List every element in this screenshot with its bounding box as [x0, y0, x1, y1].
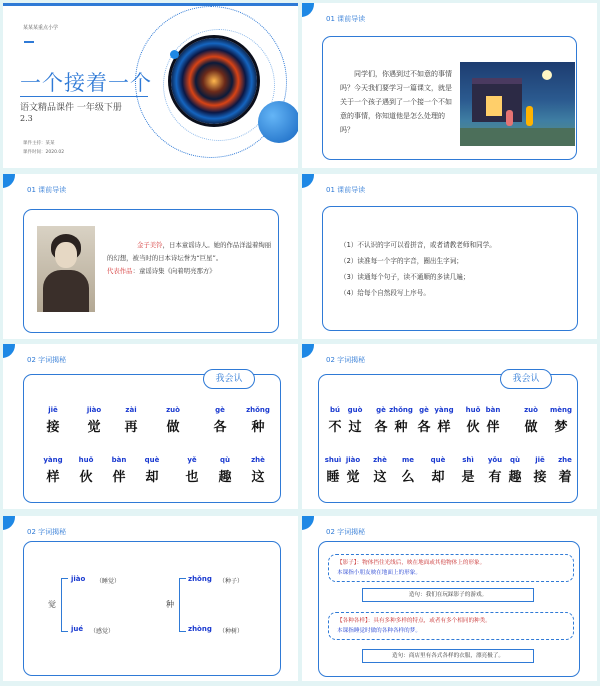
pinyin-label: què	[144, 456, 160, 464]
pinyin-label: gè	[215, 406, 225, 414]
works-label: 代表作品	[107, 267, 133, 275]
header-circle	[3, 516, 15, 530]
story-illustration	[460, 62, 575, 146]
header-circle	[302, 344, 314, 358]
child-figure	[506, 110, 513, 126]
character: 趣	[508, 470, 522, 485]
slide-header	[3, 344, 298, 378]
character: 也	[185, 470, 199, 485]
section-label: 01 课前导读	[326, 15, 366, 23]
character: 做	[166, 420, 180, 435]
definition-line: 【各种各样】：具有多种多样的特点，或者有多个相同的种类。	[337, 618, 491, 624]
pinyin-label: bàn	[485, 406, 501, 414]
slide-characters-b[interactable]	[302, 344, 597, 509]
title-underline	[20, 96, 148, 97]
ground	[460, 128, 575, 146]
lesson-number: 2.3	[20, 114, 33, 123]
task-list	[340, 237, 570, 301]
pinyin-label: què	[430, 456, 446, 464]
pinyin-label: qù	[510, 456, 520, 464]
author-name: 金子美铃	[137, 241, 163, 249]
blue-ball-small	[170, 50, 179, 59]
intro-story-text: 同学们，你遇到过不如意的事情吗？今天我们要学习一篇课文，就是关于一个孩子遇到了一个接一个不如意的事情，你知道他是怎么处理的吗？	[340, 70, 452, 134]
slide-intro-story[interactable]	[302, 3, 597, 168]
pinyin-label: shì	[462, 456, 474, 464]
slide-intro-tasks[interactable]	[302, 174, 597, 339]
character: 趣	[218, 470, 232, 485]
pinyin-label: zài	[125, 406, 137, 414]
pinyin-label: shuì	[324, 456, 342, 464]
header-circle	[3, 174, 15, 188]
slide-characters-a[interactable]	[3, 344, 298, 509]
pinyin-label: guò	[347, 406, 363, 414]
pinyin-label: zhè	[373, 456, 387, 464]
pinyin-label: bú	[330, 406, 340, 414]
definition-line: 【影子】：物体挡住光线后，映在地面或其他物体上的形象。	[337, 560, 486, 566]
i-can-read-cloud: 我会认	[203, 369, 255, 389]
title-top-line	[3, 3, 298, 6]
pinyin-label: zhǒng	[246, 406, 270, 414]
bracket-left	[61, 578, 68, 632]
page-title: 一个接着一个	[20, 71, 152, 95]
i-can-read-cloud: 我会认	[500, 369, 552, 389]
author-bio	[107, 239, 277, 278]
pinyin-zhong4: zhòng	[188, 625, 212, 633]
pinyin-label: huǒ	[78, 456, 94, 464]
character: 却	[431, 470, 445, 485]
pinyin-label: huǒ	[465, 406, 481, 414]
character: 伙	[79, 470, 93, 485]
definition-line: 本课指小朋友映在地面上的形象。	[337, 570, 421, 576]
school-name: 某某某重点小学	[23, 25, 59, 31]
character: 再	[124, 420, 138, 435]
pinyin-label: qù	[220, 456, 230, 464]
author-description: ，日本童谣诗人。她的作品洋溢着绚丽的幻想，被当时的日本诗坛誉为“巨星”。	[107, 241, 272, 262]
pinyin-label: zuò	[166, 406, 180, 414]
character: 种	[251, 420, 265, 435]
example-sentence-tag: 造句：商店里有各式各样的衣服，漂亮极了。	[362, 649, 534, 663]
pinyin-jue: jué	[71, 625, 84, 633]
pinyin-label: zhǒng	[389, 406, 413, 414]
pinyin-label: jiē	[535, 456, 545, 464]
author-portrait	[37, 226, 95, 312]
character: 种	[394, 420, 408, 435]
task-item: （1）不认识的字可以看拼音，或者请教老师和同学。	[340, 241, 496, 249]
word-zhongshu: （种树）	[219, 628, 244, 635]
character: 各	[417, 420, 431, 435]
blue-ball-large	[258, 101, 298, 143]
pinyin-label: zuò	[524, 406, 538, 414]
pinyin-label: yǒu	[487, 456, 503, 464]
bracket-right	[179, 578, 186, 632]
header-circle	[3, 344, 15, 358]
character: 是	[461, 470, 475, 485]
section-label: 01 课前导读	[27, 186, 67, 194]
definition-line: 本课指睡觉时做的各种各样的梦。	[337, 628, 421, 634]
rose-window-image	[171, 38, 257, 124]
character: 各	[374, 420, 388, 435]
pinyin-jiao: jiào	[71, 575, 86, 583]
pinyin-label: mèng	[549, 406, 573, 414]
character: 样	[437, 420, 451, 435]
section-label: 01 课前导读	[326, 186, 366, 194]
character: 各	[213, 420, 227, 435]
pinyin-label: gè	[376, 406, 386, 414]
date-info: 课件时间：2020.02	[23, 150, 65, 155]
slide-word-meaning[interactable]	[302, 516, 597, 681]
character: 觉	[87, 420, 101, 435]
pinyin-zhong3: zhǒng	[188, 575, 212, 583]
pinyin-label: yě	[187, 456, 197, 464]
character: 这	[251, 470, 265, 485]
pinyin-label: jiào	[345, 456, 361, 464]
pinyin-label: zhe	[558, 456, 572, 464]
task-item: （2）读准每一个字的字音，圈出生字词；	[340, 257, 463, 265]
character: 有	[488, 470, 502, 485]
task-item: （4）给每个自然段写上序号。	[340, 289, 430, 297]
character: 不	[328, 420, 342, 435]
girl-figure	[526, 106, 533, 126]
slide-header	[302, 344, 597, 378]
polyphone-char-right: 种	[166, 600, 174, 609]
character: 伴	[112, 470, 126, 485]
title-dash	[24, 41, 34, 43]
header-circle	[302, 516, 314, 530]
slide-header	[302, 174, 597, 208]
title-slide[interactable]	[3, 3, 298, 168]
definition-box	[328, 554, 574, 582]
section-label: 02 字词揭秘	[27, 356, 67, 364]
section-label: 02 字词揭秘	[326, 528, 366, 536]
word-zhongzi: （种子）	[219, 578, 244, 585]
pinyin-label: jiē	[48, 406, 58, 414]
slide-header	[3, 174, 298, 208]
character: 做	[524, 420, 538, 435]
character: 伙	[466, 420, 480, 435]
pinyin-label: jiào	[86, 406, 102, 414]
portrait-kimono	[43, 270, 89, 312]
slide-header	[302, 3, 597, 37]
pinyin-label: yàng	[43, 456, 63, 464]
example-sentence-tag: 造句：我们在玩踩影子的游戏。	[362, 588, 534, 602]
pinyin-label: bàn	[111, 456, 127, 464]
character: 伴	[486, 420, 500, 435]
moon-icon	[542, 70, 552, 80]
character: 接	[46, 420, 60, 435]
slide-polyphones[interactable]	[3, 516, 298, 681]
definition-box	[328, 612, 574, 640]
polyphone-char-left: 觉	[48, 600, 56, 609]
door-light	[486, 96, 502, 116]
character: 着	[558, 470, 572, 485]
character: 么	[401, 470, 415, 485]
pinyin-label: me	[401, 456, 415, 464]
section-label: 02 字词揭秘	[27, 528, 67, 536]
character: 样	[46, 470, 60, 485]
character: 过	[348, 420, 362, 435]
character: 梦	[554, 420, 568, 435]
word-shuijiao: （睡觉）	[96, 578, 121, 585]
author-works: ：童谣诗集《向着明亮那方》	[132, 267, 216, 275]
character: 觉	[346, 470, 360, 485]
slide-intro-author[interactable]	[3, 174, 298, 339]
character: 睡	[326, 470, 340, 485]
pinyin-label: yàng	[434, 406, 454, 414]
portrait-face	[55, 242, 77, 268]
character: 接	[533, 470, 547, 485]
header-circle	[302, 174, 314, 188]
section-label: 02 字词揭秘	[326, 356, 366, 364]
word-ganjue: （感觉）	[90, 628, 115, 635]
pinyin-label: zhè	[251, 456, 265, 464]
task-item: （3）读通每个句子，读不通顺的多读几遍；	[340, 273, 470, 281]
character: 这	[373, 470, 387, 485]
character: 却	[145, 470, 159, 485]
header-circle	[302, 3, 314, 17]
subtitle: 语文精品课件 一年级下册	[20, 103, 122, 113]
author-info: 课件主持：某某	[23, 141, 55, 146]
pinyin-label: gè	[419, 406, 429, 414]
